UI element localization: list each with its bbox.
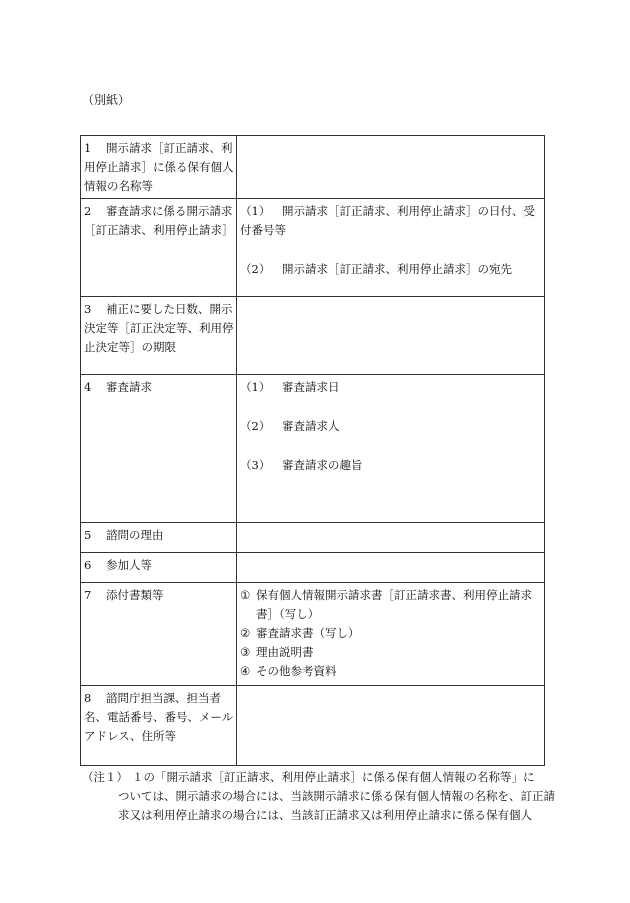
list-item — [240, 417, 541, 436]
item-label: 諮問の理由 — [106, 528, 164, 542]
item-number: 8 — [84, 691, 92, 705]
item-number: 5 — [84, 528, 92, 542]
table-row — [81, 297, 545, 375]
item-label-cell — [81, 375, 237, 523]
table-row — [81, 553, 545, 583]
item-number: 4 — [84, 380, 92, 394]
item-label-cell — [81, 553, 237, 583]
footnote-text-rest: ついては、開示請求の場合には、当該開示請求に係る保有個人情報の名称を、訂正請求又は利用停止請求の場合には、当該訂正請求又は利用停止請求に係る保有個人 — [118, 789, 555, 822]
item-label-cell — [81, 583, 237, 686]
item-number: 7 — [84, 588, 92, 602]
table-row — [81, 583, 545, 686]
item-label: 補正に要した日数、開示決定等［訂正決定等、利用停止決定等］の期限 — [84, 302, 234, 354]
item-content-cell — [237, 686, 545, 766]
list-item — [240, 624, 541, 643]
list-item — [240, 202, 541, 240]
sub-item-number: （1） — [240, 380, 271, 394]
item-content-cell — [237, 553, 545, 583]
table-row — [81, 199, 545, 297]
sub-item-number: （1） — [240, 204, 271, 218]
inquiry-items-table — [80, 135, 545, 766]
list-item — [240, 456, 541, 475]
list-item — [240, 643, 541, 662]
sub-item-text: 審査請求人 — [282, 419, 340, 433]
item-label: 添付書類等 — [106, 588, 164, 602]
sub-item-text: 審査請求日 — [282, 380, 340, 394]
item-label: 審査請求 — [106, 380, 152, 394]
table-row — [81, 686, 545, 766]
item-label: 開示請求［訂正請求、利用停止請求］に係る保有個人情報の名称等 — [84, 141, 234, 193]
item-number: 2 — [84, 204, 92, 218]
sub-item-text: 審査請求書（写し） — [256, 626, 360, 640]
item-label: 審査請求に係る開示請求［訂正請求、利用停止請求］ — [84, 204, 234, 237]
item-content-cell — [237, 297, 545, 375]
sub-item-number: ③ — [240, 645, 251, 659]
footnote — [82, 768, 556, 825]
list-item — [240, 378, 541, 397]
footnote-text-first: １の「開示請求［訂正請求、利用停止請求］に係る保有個人情報の名称等」に — [132, 770, 535, 784]
item-content-cell — [237, 523, 545, 553]
item-label-cell — [81, 686, 237, 766]
footnote-first-line — [82, 768, 556, 787]
sub-item-number: （2） — [240, 419, 271, 433]
item-label-cell — [81, 297, 237, 375]
item-label: 参加人等 — [106, 558, 152, 572]
table-row — [81, 375, 545, 523]
sub-item-text: 開示請求［訂正請求、利用停止請求］の宛先 — [282, 262, 512, 276]
sub-item-number: ① — [240, 588, 251, 602]
item-content-cell — [237, 199, 545, 297]
item-content-cell — [237, 136, 545, 199]
sub-item-number: ④ — [240, 664, 251, 678]
sub-item-text: 理由説明書 — [256, 645, 314, 659]
list-item — [240, 586, 541, 624]
list-item — [240, 662, 541, 681]
sub-item-text: 審査請求の趣旨 — [282, 458, 363, 472]
list-item — [240, 260, 541, 279]
item-number: 3 — [84, 302, 92, 316]
item-label-cell — [81, 523, 237, 553]
table-row — [81, 136, 545, 199]
item-content-cell — [237, 583, 545, 686]
sub-item-text: 開示請求［訂正請求、利用停止請求］の日付、受付番号等 — [240, 204, 535, 237]
item-number: 1 — [84, 141, 92, 155]
item-label: 諮問庁担当課、担当者名、電話番号、番号、メールアドレス、住所等 — [84, 691, 234, 743]
sub-item-text: その他参考資料 — [256, 664, 337, 678]
item-content-cell — [237, 375, 545, 523]
sub-item-number: （2） — [240, 262, 271, 276]
item-label-cell — [81, 136, 237, 199]
footnote-label: （注１） — [82, 770, 128, 784]
attachment-label: （別紙） — [82, 93, 131, 107]
item-label-cell — [81, 199, 237, 297]
sub-item-number: （3） — [240, 458, 271, 472]
sub-item-text: 保有個人情報開示請求書［訂正請求書、利用停止請求書］（写し） — [256, 588, 532, 621]
table-row — [81, 523, 545, 553]
sub-item-number: ② — [240, 626, 251, 640]
item-number: 6 — [84, 558, 92, 572]
